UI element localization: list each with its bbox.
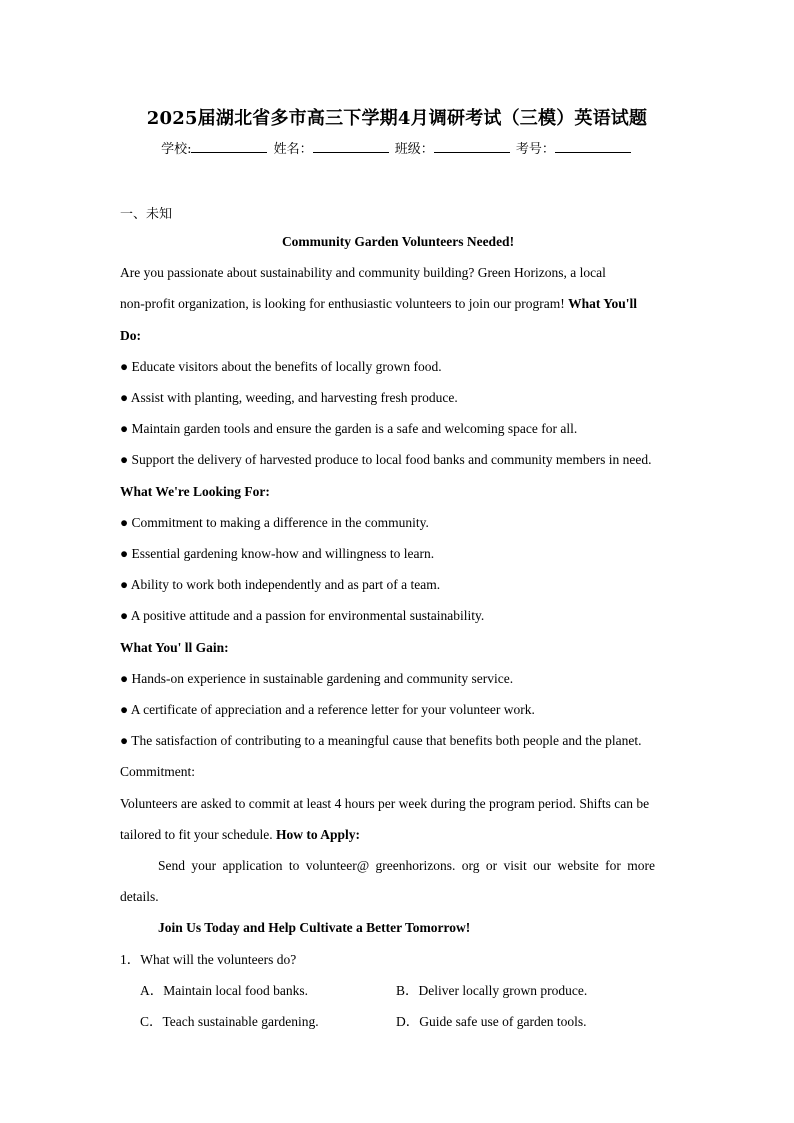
list-item: ● Commitment to making a difference in the community. (120, 514, 429, 530)
intro-line-2 (120, 288, 676, 319)
exam-no-label: 考号： (515, 142, 555, 157)
option-d[interactable]: D．Guide safe use of garden tools. (396, 1014, 587, 1030)
answer-options (120, 975, 676, 1037)
list-item: ● The satisfaction of contributing to a meaningful cause that benefits both people and the planet. (120, 733, 642, 749)
commitment-heading: Commitment: (120, 764, 196, 780)
commitment-line-2-text: tailored to fit your schedule. (120, 826, 273, 842)
passage (120, 226, 676, 1037)
list-item: ● Educate visitors about the benefits of locally grown food. (120, 358, 442, 374)
name-label: 姓名： (273, 142, 313, 157)
name-blank[interactable] (313, 140, 389, 153)
class-label: 班级： (394, 142, 434, 157)
intro-line-1: Are you passionate about sustainability and community building? Green Horizons, a local (120, 265, 606, 281)
list-item: ● A positive attitude and a passion for environmental sustainability. (120, 608, 485, 624)
what-youll-do-heading: What You'll (568, 296, 638, 312)
school-label: 学校: (161, 142, 192, 157)
what-youll-do-heading-cont: Do: (120, 327, 141, 343)
option-a[interactable]: A．Maintain local food banks. (140, 982, 308, 998)
looking-for-heading: What We're Looking For: (120, 483, 270, 499)
section-heading: 一、未知 (120, 207, 173, 222)
commitment-line-2 (120, 819, 676, 850)
list-item: ● A certificate of appreciation and a reference letter for your volunteer work. (120, 702, 535, 718)
class-blank[interactable] (434, 140, 510, 153)
list-item: ● Hands-on experience in sustainable gardening and community service. (120, 670, 514, 686)
apply-line-2: details. (120, 889, 159, 905)
how-to-apply-heading: How to Apply: (275, 826, 360, 842)
question-stem: 1．What will the volunteers do? (120, 951, 297, 967)
passage-title: Community Garden Volunteers Needed! (281, 234, 515, 249)
option-c[interactable]: C．Teach sustainable gardening. (140, 1014, 319, 1030)
apply-line-1: Send your application to volunteer@ greenhorizons. org or visit our website for more (158, 858, 655, 874)
intro-line-2-text: non-profit organization, is looking for enthusiastic volunteers to join our program! (120, 296, 565, 312)
list-item: ● Assist with planting, weeding, and harvesting fresh produce. (120, 390, 458, 406)
school-blank[interactable] (191, 140, 267, 153)
student-info-row (0, 138, 794, 157)
option-b[interactable]: B．Deliver locally grown produce. (396, 982, 588, 998)
list-item: ● Support the delivery of harvested produce to local food banks and community members in need. (120, 452, 652, 468)
commitment-line-1: Volunteers are asked to commit at least 4 hours per week during the program period. Shifts can be (120, 795, 650, 811)
exam-title: 2025届湖北省多市高三下学期4月调研考试（三模）英语试题 (146, 108, 648, 129)
list-item: ● Essential gardening know-how and willingness to learn. (120, 546, 435, 562)
gain-heading: What You' ll Gain: (120, 639, 229, 655)
exam-no-blank[interactable] (555, 140, 631, 153)
list-item: ● Ability to work both independently and as part of a team. (120, 577, 441, 593)
list-item: ● Maintain garden tools and ensure the garden is a safe and welcoming space for all. (120, 421, 578, 437)
closing-line: Join Us Today and Help Cultivate a Better Tomorrow! (158, 920, 471, 936)
